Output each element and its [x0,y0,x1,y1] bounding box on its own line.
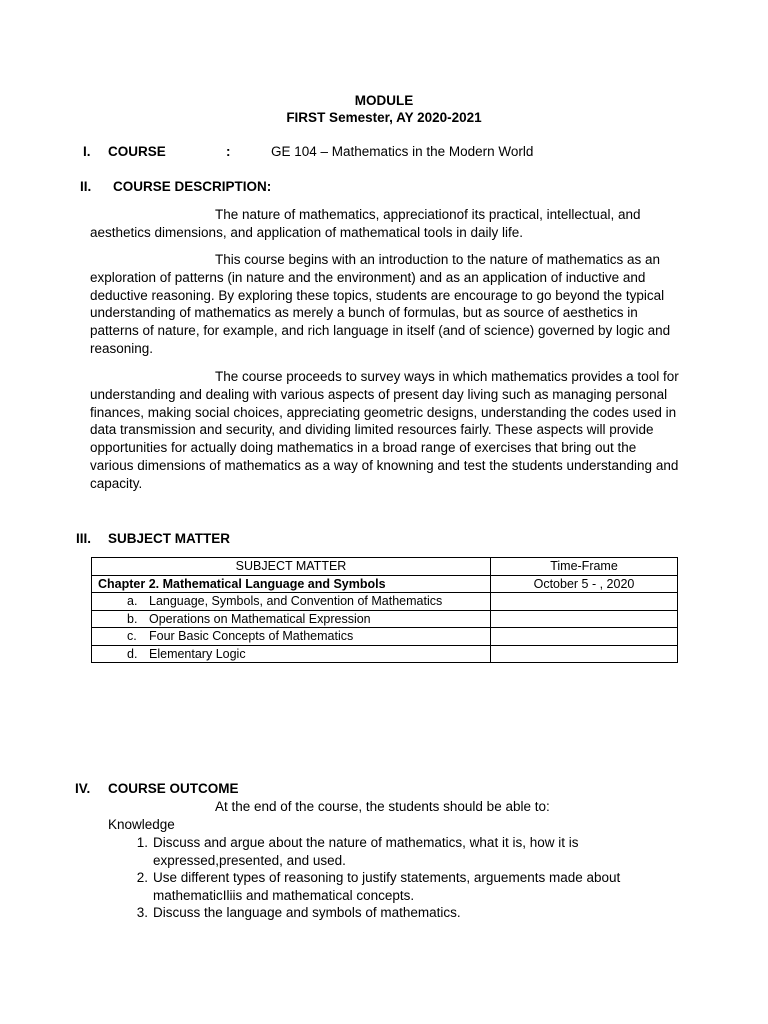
outcome-category: Knowledge [108,817,175,832]
outcome-intro: At the end of the course, the students should be able to: [215,799,550,814]
topic-time-cell [491,645,678,663]
table-row [92,593,678,611]
subject-matter-table [91,557,678,663]
description-paragraph-1: The nature of mathematics, appreciationof its practical, intellectual, and aesthetics dimensions, and application of mathematical tools in daily life. [90,207,641,240]
subject-matter-heading: SUBJECT MATTER [108,531,231,546]
description-paragraph-3: The course proceeds to survey ways in which mathematics provides a tool for understanding and dealing with various aspects of present day living such as managing personal finances, making social choices, appreciating geometric designs, understanding the codes used in data transmission and security, and dividing limited resources fairly. These aspects will provide opportunities for actually doing mathematics in a broad range of exercises that bring out the various dimensions of mathematics as a way of knowning and test the students understanding and capacity. [90,369,679,491]
module-title: MODULE [354,93,414,108]
course-colon: : [226,144,231,159]
table-row [92,575,678,593]
course-value: GE 104 – Mathematics in the Modern World [271,144,534,159]
table-header-row [92,558,678,576]
col-time-frame-header: Time-Frame [491,558,678,576]
topic-time-cell [491,593,678,611]
course-numeral: I. [83,144,91,159]
col-subject-matter-header: SUBJECT MATTER [92,558,491,576]
description-heading: COURSE DESCRIPTION: [113,179,272,194]
description-paragraph-2: This course begins with an introduction to the nature of mathematics as an exploration of patterns (in nature and the environment) and as an application of inductive and deductive reasoning. By exploring these topics, students are encourage to go beyond the typical understanding of mathematics as merely a bunch of formulas, but as source of aesthetics in patterns of nature, for example, and rich language in itself (and of science) governed by logic and reasoning. [90,252,671,356]
topic-cell: a. Language, Symbols, and Convention of Mathematics [92,593,491,611]
chapter-cell: Chapter 2. Mathematical Language and Symbols [92,575,491,593]
subject-matter-numeral: III. [76,531,92,546]
chapter-time-cell: October 5 - , 2020 [491,575,678,593]
description-numeral: II. [80,179,92,194]
outcome-numeral: IV. [75,781,91,796]
table-row [92,610,678,628]
outcome-heading: COURSE OUTCOME [108,781,239,796]
topic-cell: c. Four Basic Concepts of Mathematics [92,628,491,646]
semester-subtitle: FIRST Semester, AY 2020-2021 [286,110,482,125]
topic-cell: d. Elementary Logic [92,645,491,663]
course-label: COURSE [108,144,166,159]
topic-cell: b. Operations on Mathematical Expression [92,610,491,628]
topic-time-cell [491,610,678,628]
topic-time-cell [491,628,678,646]
table-row [92,645,678,663]
table-row [92,628,678,646]
